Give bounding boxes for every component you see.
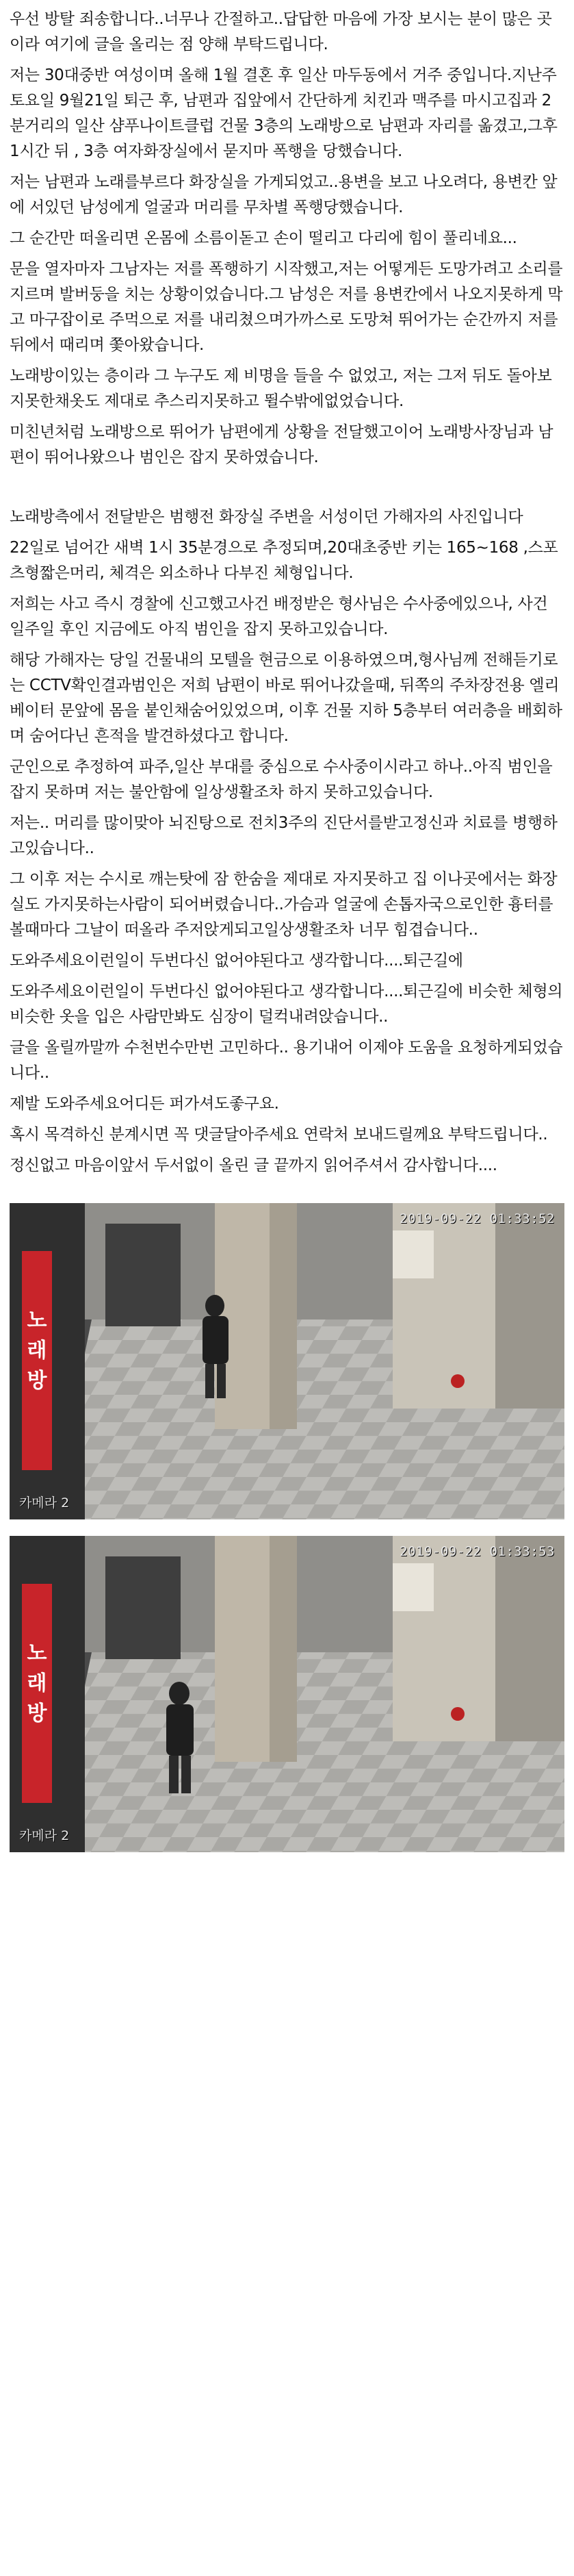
cctv-camera-label: 카메라 2 xyxy=(19,1828,70,1843)
post-paragraph: 정신없고 마음이앞서 두서없이 올린 글 끝까지 읽어주셔서 감사합니다.... xyxy=(10,1157,497,1174)
post-paragraph: 그 순간만 떠올리면 온몸에 소름이돋고 손이 떨리고 다리에 힘이 풀리네요... xyxy=(10,229,517,247)
karaoke-sign-text: 노래방 xyxy=(27,1641,47,1726)
post-paragraph: 해당 가해자는 당일 건물내의 모텔을 현금으로 이용하였으며,형사님께 전해듣기로는 CCTV확인결과범인은 저희 남편이 바로 뛰어나갔을때, 뒤쪽의 주차장전용 엘리베이터 문앞에 몸을 붙인채숨어있었으며, 이후 건물 지하 5층부터 여러층을 배회하며 숨어다닌 흔적을 발견하셨다고 합니다. xyxy=(10,651,562,745)
post-paragraph: 도와주세요이런일이 두번다신 없어야된다고 생각합니다....퇴근길에 xyxy=(10,952,463,970)
post-paragraph: 저는 남편과 노래를부르다 화장실을 가게되었고..용변을 보고 나오려다, 용변칸 앞에 서있던 남성에게 얼굴과 머리를 무차별 폭행당했습니다. xyxy=(10,173,558,216)
post-paragraph: 도와주세요이런일이 두번다신 없어야된다고 생각합니다....퇴근길에 비슷한 체형의 비슷한 옷을 입은 사람만봐도 심장이 덜컥내려앉습니다.. xyxy=(10,983,563,1026)
elevator-door xyxy=(105,1556,181,1659)
post-paragraph: 그 이후 저는 수시로 깨는탓에 잠 한숨을 제대로 자지못하고 집 이나곳에서는 화장실도 가지못하는사람이 되어버렸습니다..가슴과 얼굴에 손톱자국으로인한 흉터를볼때마다 그날이 떠올라 주저앉게되고일상생활조차 너무 힘겹습니다.. xyxy=(10,870,558,939)
post-paragraph: 문을 열자마자 그남자는 저를 폭행하기 시작했고,저는 어떻게든 도망가려고 소리를 지르며 발버둥을 치는 상황이었습니다.그 남성은 저를 용변칸에서 나오지못하게 막고 마구잡이로 주먹으로 저를 내리쳤으며가까스로 도망쳐 뛰어가는 순간까지 저를 뒤에서 때리며 쫓아왔습니다. xyxy=(10,260,563,354)
post-paragraph: 미친년처럼 노래방으로 뛰어가 남편에게 상황을 전달했고이어 노래방사장님과 남편이 뛰어나왔으나 범인은 잡지 못하였습니다. xyxy=(10,423,553,466)
cctv-scene xyxy=(10,1203,564,1519)
post-paragraph: 22일로 넘어간 새벽 1시 35분경으로 추정되며,20대초중반 키는 165~168 ,스포츠형짧은머리, 체격은 외소하나 다부진 체형입니다. xyxy=(10,539,558,582)
cctv-image xyxy=(10,1536,564,1852)
cctv-timestamp: 2019-09-22 01:33:52 xyxy=(400,1211,555,1226)
post-paragraph: 저는.. 머리를 많이맞아 뇌진탕으로 전치3주의 진단서를받고정신과 치료를 병행하고있습니다.. xyxy=(10,814,558,857)
post-paragraph: 저는 30대중반 여성이며 올해 1월 결혼 후 일산 마두동에서 거주 중입니다.지난주 토요일 9월21일 퇴근 후, 남편과 집앞에서 간단하게 치킨과 맥주를 마시고집과 2분거리의 일산 샴푸나이트클럽 건물 3층의 노래방으로 남편과 자리를 옮겼고,그후 1시간 뒤 , 3층 여자화장실에서 묻지마 폭행을 당했습니다. xyxy=(10,66,558,160)
paragraph-gap xyxy=(10,470,564,505)
pillar xyxy=(215,1536,270,1762)
post-paragraph: 군인으로 추정하여 파주,일산 부대를 중심으로 수사중이시라고 하나..아직 범인을 잡지 못하며 저는 불안함에 일상생활조차 하지 못하고있습니다. xyxy=(10,758,553,801)
post-paragraph: 글을 올릴까말까 수천번수만번 고민하다.. 용기내어 이제야 도움을 요청하게되었습니다.. xyxy=(10,1039,563,1082)
cctv-scene xyxy=(10,1536,564,1852)
cctv-image xyxy=(10,1203,564,1519)
cctv-camera-label: 카메라 2 xyxy=(19,1495,70,1511)
post-paragraph: 저희는 사고 즉시 경찰에 신고했고사건 배정받은 형사님은 수사중에있으나, 사건 일주일 후인 지금에도 아직 범인을 잡지 못하고있습니다. xyxy=(10,595,548,638)
post-paragraph: 혹시 목격하신 분계시면 꼭 댓글달아주세요 연락처 보내드릴께요 부탁드립니다.. xyxy=(10,1126,548,1144)
post-paragraph: 우선 방탈 죄송합니다..너무나 간절하고..답답한 마음에 가장 보시는 분이 많은 곳이라 여기에 글을 올리는 점 양해 부탁드립니다. xyxy=(10,10,552,53)
post-paragraph: 노래방측에서 전달받은 범행전 화장실 주변을 서성이던 가해자의 사진입니다 xyxy=(10,508,523,526)
post-paragraph: 제발 도와주세요어디든 퍼가셔도좋구요. xyxy=(10,1095,279,1113)
cctv-timestamp: 2019-09-22 01:33:53 xyxy=(400,1544,555,1559)
elevator-door xyxy=(105,1224,181,1326)
post-paragraph: 노래방이있는 층이라 그 누구도 제 비명을 들을 수 없었고, 저는 그저 뒤도 돌아보지못한채옷도 제대로 추스리지못하고 뛸수밖에없었습니다. xyxy=(10,367,552,410)
karaoke-sign-text: 노래방 xyxy=(27,1309,47,1393)
